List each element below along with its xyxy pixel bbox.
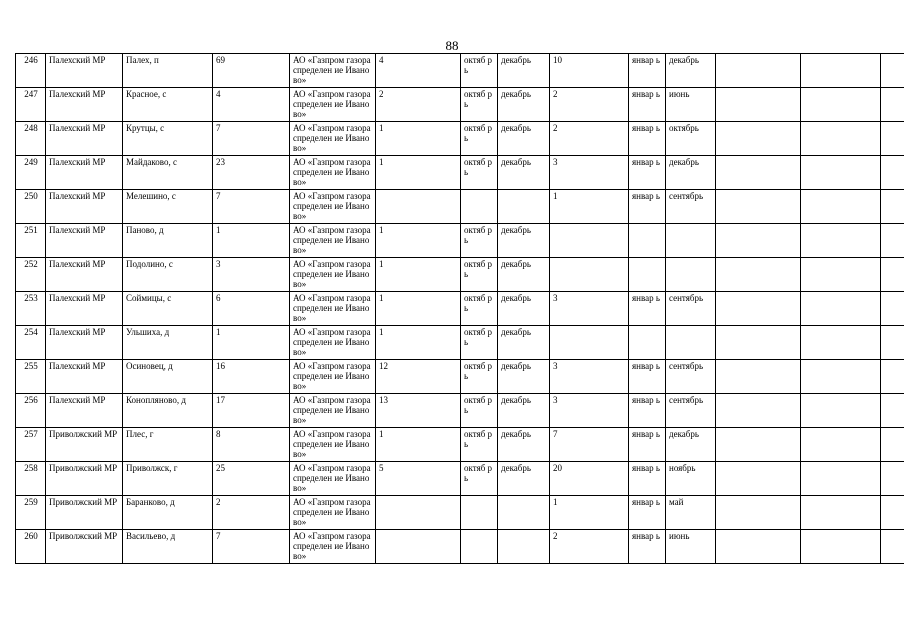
month-end-cell xyxy=(498,530,550,564)
month-end-cell: декабрь xyxy=(498,326,550,360)
month2-end-cell: сентябрь xyxy=(666,190,716,224)
month2-start-cell: январ ь xyxy=(629,122,666,156)
row-number: 260 xyxy=(16,530,46,564)
count-cell: 2 xyxy=(213,496,290,530)
empty-cell-2 xyxy=(801,360,881,394)
qty2-cell: 3 xyxy=(550,292,629,326)
month2-start-cell: январ ь xyxy=(629,88,666,122)
month-start-cell xyxy=(461,530,498,564)
settlement-cell: Крутцы, с xyxy=(123,122,213,156)
month-end-cell: декабрь xyxy=(498,258,550,292)
organization-cell: АО «Газпром газораспределен ие Иваново» xyxy=(290,54,376,88)
row-number: 248 xyxy=(16,122,46,156)
table-row xyxy=(16,292,904,326)
empty-cell-2 xyxy=(801,190,881,224)
month-end-cell: декабрь xyxy=(498,428,550,462)
month-end-cell: декабрь xyxy=(498,462,550,496)
month2-end-cell: октябрь xyxy=(666,122,716,156)
table-row xyxy=(16,258,904,292)
organization-cell: АО «Газпром газораспределен ие Иваново» xyxy=(290,530,376,564)
qty-cell: 2 xyxy=(376,88,461,122)
qty2-cell: 1 xyxy=(550,496,629,530)
district-cell: Палехский МР xyxy=(46,258,123,292)
qty2-cell xyxy=(550,224,629,258)
empty-cell-1 xyxy=(716,496,801,530)
qty2-cell: 3 xyxy=(550,156,629,190)
month-start-cell: октяб рь xyxy=(461,224,498,258)
empty-cell-3 xyxy=(881,394,904,428)
month-start-cell: октяб рь xyxy=(461,122,498,156)
district-cell: Палехский МР xyxy=(46,360,123,394)
table-row xyxy=(16,428,904,462)
qty2-cell: 2 xyxy=(550,88,629,122)
row-number: 249 xyxy=(16,156,46,190)
month-start-cell: октяб рь xyxy=(461,292,498,326)
count-cell: 17 xyxy=(213,394,290,428)
data-table xyxy=(15,53,904,564)
qty2-cell: 20 xyxy=(550,462,629,496)
empty-cell-1 xyxy=(716,292,801,326)
table-row xyxy=(16,326,904,360)
count-cell: 4 xyxy=(213,88,290,122)
count-cell: 8 xyxy=(213,428,290,462)
empty-cell-1 xyxy=(716,530,801,564)
month-start-cell: октяб рь xyxy=(461,428,498,462)
settlement-cell: Осиновец, д xyxy=(123,360,213,394)
empty-cell-3 xyxy=(881,428,904,462)
month-end-cell xyxy=(498,496,550,530)
qty2-cell: 7 xyxy=(550,428,629,462)
row-number: 247 xyxy=(16,88,46,122)
district-cell: Палехский МР xyxy=(46,224,123,258)
month2-start-cell xyxy=(629,258,666,292)
month2-start-cell: январ ь xyxy=(629,190,666,224)
row-number: 255 xyxy=(16,360,46,394)
month2-start-cell: январ ь xyxy=(629,394,666,428)
qty-cell xyxy=(376,190,461,224)
empty-cell-1 xyxy=(716,428,801,462)
qty-cell xyxy=(376,496,461,530)
empty-cell-3 xyxy=(881,496,904,530)
qty-cell: 1 xyxy=(376,326,461,360)
empty-cell-2 xyxy=(801,428,881,462)
month2-start-cell: январ ь xyxy=(629,360,666,394)
empty-cell-1 xyxy=(716,190,801,224)
qty2-cell: 1 xyxy=(550,190,629,224)
row-number: 252 xyxy=(16,258,46,292)
qty-cell: 13 xyxy=(376,394,461,428)
row-number: 257 xyxy=(16,428,46,462)
row-number: 256 xyxy=(16,394,46,428)
table-row xyxy=(16,122,904,156)
table-row xyxy=(16,394,904,428)
organization-cell: АО «Газпром газораспределен ие Иваново» xyxy=(290,496,376,530)
month2-start-cell: январ ь xyxy=(629,496,666,530)
qty-cell: 1 xyxy=(376,224,461,258)
table-row xyxy=(16,190,904,224)
table-row xyxy=(16,224,904,258)
empty-cell-3 xyxy=(881,292,904,326)
empty-cell-3 xyxy=(881,88,904,122)
empty-cell-3 xyxy=(881,326,904,360)
district-cell: Палехский МР xyxy=(46,88,123,122)
empty-cell-1 xyxy=(716,394,801,428)
qty2-cell: 3 xyxy=(550,360,629,394)
count-cell: 1 xyxy=(213,224,290,258)
table-row xyxy=(16,360,904,394)
month-end-cell: декабрь xyxy=(498,122,550,156)
table-row xyxy=(16,54,904,88)
month-end-cell: декабрь xyxy=(498,156,550,190)
month2-start-cell: январ ь xyxy=(629,530,666,564)
row-number: 258 xyxy=(16,462,46,496)
district-cell: Палехский МР xyxy=(46,292,123,326)
table-row xyxy=(16,156,904,190)
page-number: 88 xyxy=(445,38,459,53)
row-number: 246 xyxy=(16,54,46,88)
row-number: 250 xyxy=(16,190,46,224)
organization-cell: АО «Газпром газораспределен ие Иваново» xyxy=(290,190,376,224)
empty-cell-1 xyxy=(716,224,801,258)
month2-start-cell: январ ь xyxy=(629,292,666,326)
qty-cell: 1 xyxy=(376,292,461,326)
month-start-cell: октяб рь xyxy=(461,462,498,496)
empty-cell-1 xyxy=(716,54,801,88)
month2-start-cell xyxy=(629,224,666,258)
month2-start-cell: январ ь xyxy=(629,428,666,462)
qty-cell: 1 xyxy=(376,156,461,190)
organization-cell: АО «Газпром газораспределен ие Иваново» xyxy=(290,88,376,122)
empty-cell-2 xyxy=(801,122,881,156)
organization-cell: АО «Газпром газораспределен ие Иваново» xyxy=(290,428,376,462)
month-start-cell xyxy=(461,190,498,224)
empty-cell-2 xyxy=(801,156,881,190)
empty-cell-3 xyxy=(881,530,904,564)
settlement-cell: Плес, г xyxy=(123,428,213,462)
empty-cell-3 xyxy=(881,156,904,190)
qty2-cell xyxy=(550,326,629,360)
qty-cell: 1 xyxy=(376,258,461,292)
count-cell: 16 xyxy=(213,360,290,394)
month-start-cell xyxy=(461,496,498,530)
empty-cell-2 xyxy=(801,88,881,122)
count-cell: 6 xyxy=(213,292,290,326)
month-start-cell: октяб рь xyxy=(461,258,498,292)
month-end-cell: декабрь xyxy=(498,54,550,88)
count-cell: 23 xyxy=(213,156,290,190)
district-cell: Приволжский МР xyxy=(46,496,123,530)
empty-cell-2 xyxy=(801,54,881,88)
organization-cell: АО «Газпром газораспределен ие Иваново» xyxy=(290,326,376,360)
month2-start-cell xyxy=(629,326,666,360)
empty-cell-2 xyxy=(801,462,881,496)
empty-cell-2 xyxy=(801,394,881,428)
district-cell: Приволжский МР xyxy=(46,530,123,564)
settlement-cell: Соймицы, с xyxy=(123,292,213,326)
settlement-cell: Баранково, д xyxy=(123,496,213,530)
district-cell: Приволжский МР xyxy=(46,428,123,462)
qty2-cell: 2 xyxy=(550,530,629,564)
month2-end-cell: декабрь xyxy=(666,156,716,190)
month2-end-cell: ноябрь xyxy=(666,462,716,496)
empty-cell-2 xyxy=(801,224,881,258)
district-cell: Палехский МР xyxy=(46,156,123,190)
month2-end-cell: сентябрь xyxy=(666,394,716,428)
empty-cell-1 xyxy=(716,156,801,190)
count-cell: 1 xyxy=(213,326,290,360)
organization-cell: АО «Газпром газораспределен ие Иваново» xyxy=(290,156,376,190)
month-start-cell: октяб рь xyxy=(461,88,498,122)
settlement-cell: Приволжск, г xyxy=(123,462,213,496)
settlement-cell: Мелешино, с xyxy=(123,190,213,224)
count-cell: 3 xyxy=(213,258,290,292)
month-start-cell: октяб рь xyxy=(461,156,498,190)
month2-start-cell: январ ь xyxy=(629,156,666,190)
qty-cell xyxy=(376,530,461,564)
table-row xyxy=(16,530,904,564)
row-number: 251 xyxy=(16,224,46,258)
empty-cell-1 xyxy=(716,258,801,292)
empty-cell-3 xyxy=(881,224,904,258)
district-cell: Палехский МР xyxy=(46,394,123,428)
empty-cell-3 xyxy=(881,462,904,496)
month2-end-cell xyxy=(666,224,716,258)
month2-end-cell: декабрь xyxy=(666,54,716,88)
empty-cell-2 xyxy=(801,292,881,326)
qty-cell: 5 xyxy=(376,462,461,496)
empty-cell-3 xyxy=(881,54,904,88)
empty-cell-3 xyxy=(881,360,904,394)
empty-cell-1 xyxy=(716,122,801,156)
empty-cell-2 xyxy=(801,530,881,564)
settlement-cell: Палех, п xyxy=(123,54,213,88)
settlement-cell: Подолино, с xyxy=(123,258,213,292)
month2-start-cell: январ ь xyxy=(629,54,666,88)
settlement-cell: Васильево, д xyxy=(123,530,213,564)
count-cell: 7 xyxy=(213,190,290,224)
month2-end-cell: июнь xyxy=(666,530,716,564)
qty-cell: 12 xyxy=(376,360,461,394)
month2-end-cell xyxy=(666,258,716,292)
empty-cell-1 xyxy=(716,360,801,394)
row-number: 253 xyxy=(16,292,46,326)
district-cell: Палехский МР xyxy=(46,54,123,88)
settlement-cell: Ульшиха, д xyxy=(123,326,213,360)
table-row xyxy=(16,496,904,530)
month-end-cell: декабрь xyxy=(498,88,550,122)
count-cell: 7 xyxy=(213,122,290,156)
empty-cell-2 xyxy=(801,326,881,360)
month2-end-cell: июнь xyxy=(666,88,716,122)
month2-end-cell: декабрь xyxy=(666,428,716,462)
empty-cell-3 xyxy=(881,190,904,224)
qty-cell: 1 xyxy=(376,428,461,462)
organization-cell: АО «Газпром газораспределен ие Иваново» xyxy=(290,258,376,292)
qty2-cell: 2 xyxy=(550,122,629,156)
settlement-cell: Майдаково, с xyxy=(123,156,213,190)
empty-cell-2 xyxy=(801,496,881,530)
district-cell: Палехский МР xyxy=(46,326,123,360)
qty-cell: 1 xyxy=(376,122,461,156)
month-start-cell: октяб рь xyxy=(461,360,498,394)
organization-cell: АО «Газпром газораспределен ие Иваново» xyxy=(290,360,376,394)
qty2-cell: 3 xyxy=(550,394,629,428)
month-end-cell xyxy=(498,190,550,224)
month2-end-cell xyxy=(666,326,716,360)
row-number: 259 xyxy=(16,496,46,530)
organization-cell: АО «Газпром газораспределен ие Иваново» xyxy=(290,224,376,258)
count-cell: 25 xyxy=(213,462,290,496)
table-row xyxy=(16,462,904,496)
settlement-cell: Красное, с xyxy=(123,88,213,122)
organization-cell: АО «Газпром газораспределен ие Иваново» xyxy=(290,462,376,496)
month-start-cell: октяб рь xyxy=(461,394,498,428)
settlement-cell: Коноплянoво, д xyxy=(123,394,213,428)
count-cell: 7 xyxy=(213,530,290,564)
settlement-cell: Паново, д xyxy=(123,224,213,258)
table-row xyxy=(16,88,904,122)
month-end-cell: декабрь xyxy=(498,292,550,326)
month-start-cell: октяб рь xyxy=(461,326,498,360)
empty-cell-3 xyxy=(881,258,904,292)
month2-end-cell: сентябрь xyxy=(666,292,716,326)
qty2-cell xyxy=(550,258,629,292)
district-cell: Приволжский МР xyxy=(46,462,123,496)
month-end-cell: декабрь xyxy=(498,394,550,428)
empty-cell-1 xyxy=(716,326,801,360)
row-number: 254 xyxy=(16,326,46,360)
month2-start-cell: январ ь xyxy=(629,462,666,496)
month-end-cell: декабрь xyxy=(498,360,550,394)
month-start-cell: октяб рь xyxy=(461,54,498,88)
organization-cell: АО «Газпром газораспределен ие Иваново» xyxy=(290,292,376,326)
organization-cell: АО «Газпром газораспределен ие Иваново» xyxy=(290,394,376,428)
empty-cell-1 xyxy=(716,88,801,122)
qty-cell: 4 xyxy=(376,54,461,88)
count-cell: 69 xyxy=(213,54,290,88)
district-cell: Палехский МР xyxy=(46,122,123,156)
organization-cell: АО «Газпром газораспределен ие Иваново» xyxy=(290,122,376,156)
empty-cell-1 xyxy=(716,462,801,496)
month2-end-cell: сентябрь xyxy=(666,360,716,394)
month2-end-cell: май xyxy=(666,496,716,530)
month-end-cell: декабрь xyxy=(498,224,550,258)
empty-cell-3 xyxy=(881,122,904,156)
qty2-cell: 10 xyxy=(550,54,629,88)
empty-cell-2 xyxy=(801,258,881,292)
district-cell: Палехский МР xyxy=(46,190,123,224)
